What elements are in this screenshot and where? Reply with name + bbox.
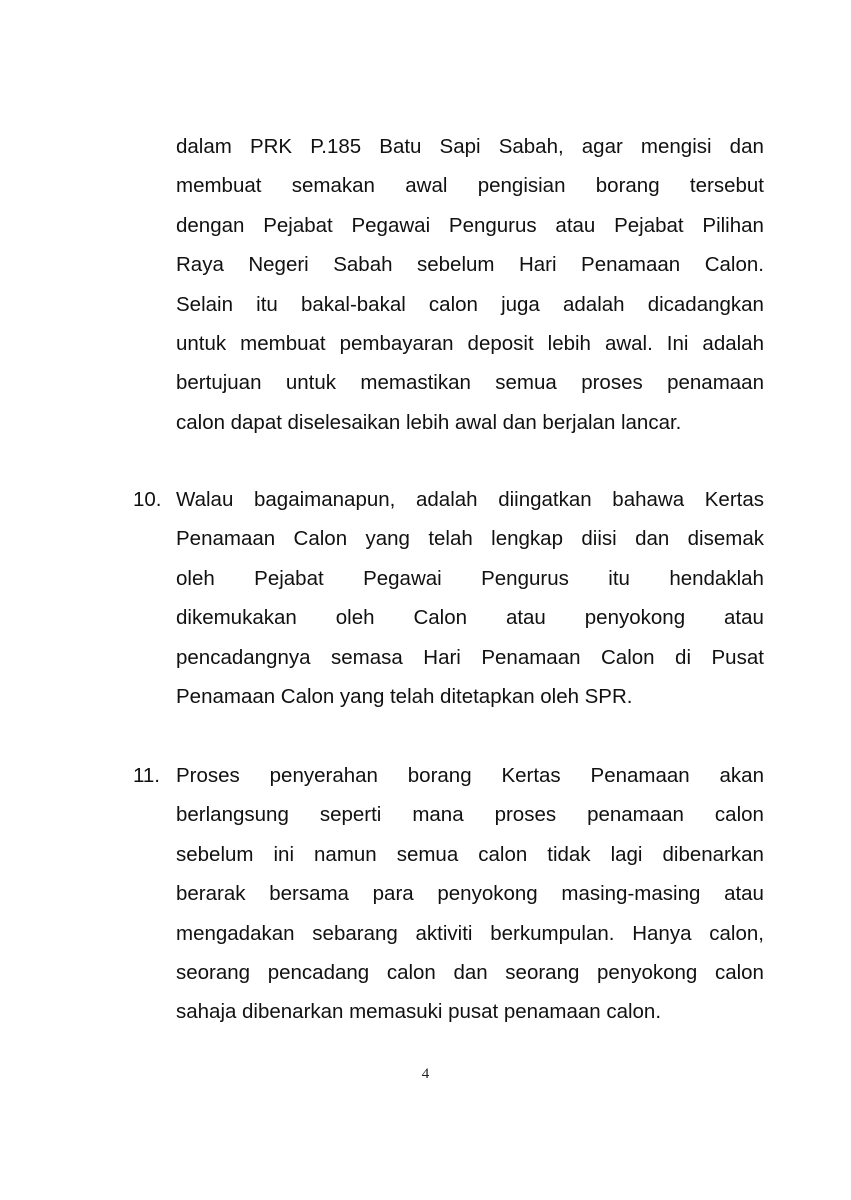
text-line: pencadangnya semasa Hari Penamaan Calon di Pusat bbox=[176, 645, 764, 669]
paragraph-11 bbox=[176, 756, 764, 1032]
text-line: Proses penyerahan borang Kertas Penamaan akan bbox=[176, 764, 764, 787]
paragraph-number: 11. bbox=[133, 764, 160, 787]
paragraph-number: 10. bbox=[133, 488, 162, 511]
text-line: Walau bagaimanapun, adalah diingatkan bahawa Kertas bbox=[176, 488, 764, 511]
page-number: 4 bbox=[421, 1066, 430, 1082]
paragraph-10 bbox=[176, 480, 764, 716]
text-line: dikemukakan oleh Calon atau penyokong atau bbox=[176, 606, 764, 630]
text-line: Penamaan Calon yang telah ditetapkan oleh SPR. bbox=[176, 684, 633, 708]
text-line: calon dapat diselesaikan lebih awal dan berjalan lancar. bbox=[176, 410, 682, 434]
text-line: Selain itu bakal-bakal calon juga adalah dicadangkan bbox=[176, 292, 764, 316]
text-line: sebelum ini namun semua calon tidak lagi dibenarkan bbox=[176, 842, 764, 866]
text-line: untuk membuat pembayaran deposit lebih awal. Ini adalah bbox=[176, 331, 764, 355]
text-line: mengadakan sebarang aktiviti berkumpulan. Hanya calon, bbox=[176, 921, 764, 945]
text-line: seorang pencadang calon dan seorang penyokong calon bbox=[176, 960, 764, 984]
text-line: berarak bersama para penyokong masing-masing atau bbox=[176, 882, 764, 906]
text-line: dengan Pejabat Pegawai Pengurus atau Pejabat Pilihan bbox=[176, 213, 764, 237]
text-line: membuat semakan awal pengisian borang tersebut bbox=[176, 174, 764, 198]
text-line: berlangsung seperti mana proses penamaan calon bbox=[176, 803, 764, 827]
text-line: Raya Negeri Sabah sebelum Hari Penamaan Calon. bbox=[176, 253, 764, 277]
text-line: sahaja dibenarkan memasuki pusat penamaan calon. bbox=[176, 1000, 662, 1024]
text-line: bertujuan untuk memastikan semua proses penamaan bbox=[176, 371, 764, 395]
text-line: Penamaan Calon yang telah lengkap diisi dan disemak bbox=[176, 527, 764, 551]
text-line: dalam PRK P.185 Batu Sapi Sabah, agar mengisi dan bbox=[176, 135, 764, 158]
paragraph-continuation bbox=[176, 127, 764, 442]
text-line: oleh Pejabat Pegawai Pengurus itu hendaklah bbox=[176, 566, 764, 590]
